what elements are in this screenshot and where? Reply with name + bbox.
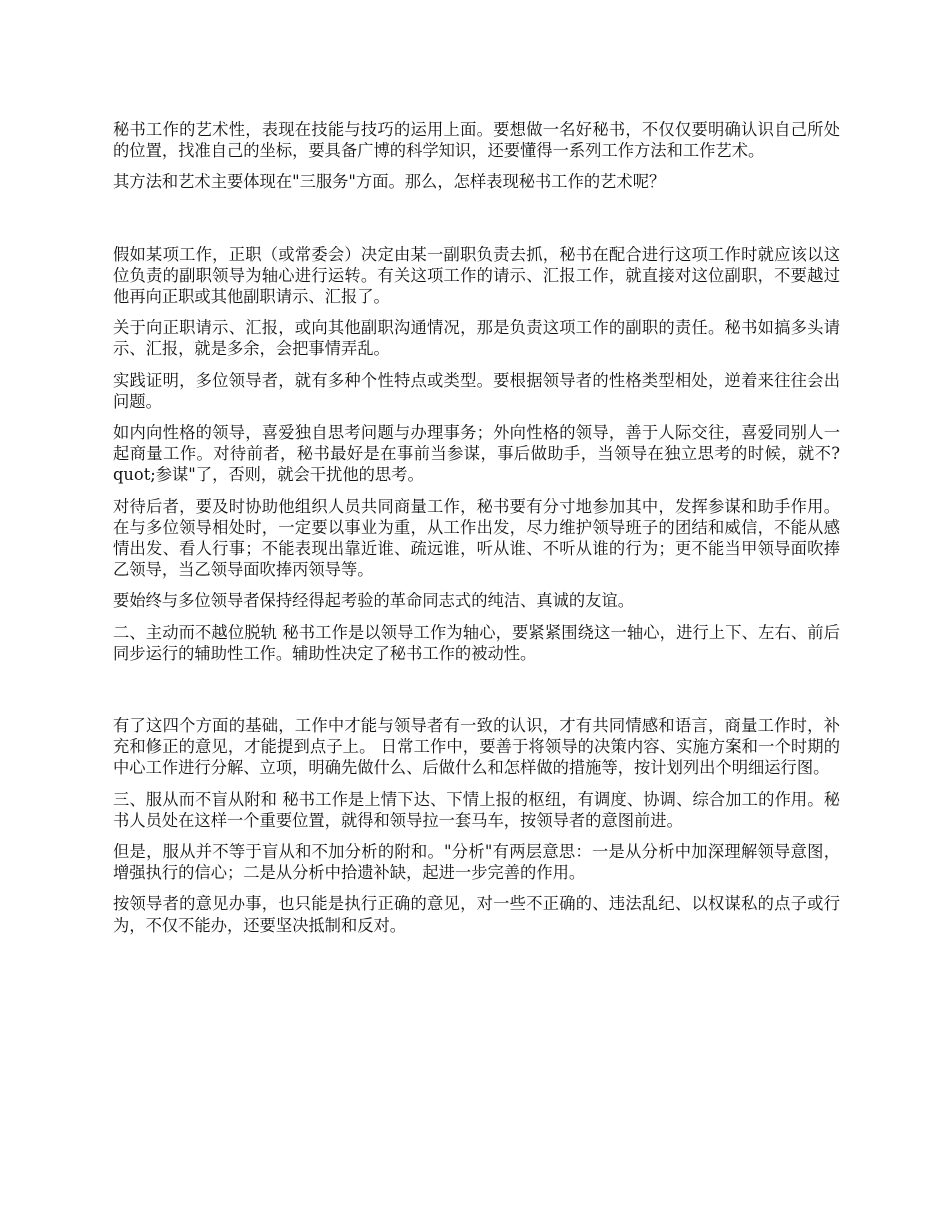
paragraph-7: 对待后者，要及时协助他组织人员共同商量工作，秘书要有分寸地参加其中，发挥参谋和助手作用。 在与多位领导相处时，一定要以事业为重，从工作出发，尽力维护领导班子的团结和威信，不能从感情出发、看人行事；不能表现出靠近谁、疏远谁，听从谁、不听从谁的行为；更不能当甲领导面吹捧乙领导，当乙领导面吹捧丙领导等。 (113, 496, 840, 580)
paragraph-1: 秘书工作的艺术性，表现在技能与技巧的运用上面。要想做一名好秘书，不仅仅要明确认识自己所处的位置，找准自己的坐标，要具备广博的科学知识，还要懂得一系列工作方法和工作艺术。 (113, 120, 840, 161)
paragraph-3: 假如某项工作，正职（或常委会）决定由某一副职负责去抓，秘书在配合进行这项工作时就应该以这位负责的副职领导为轴心进行运转。有关这项工作的请示、汇报工作，就直接对这位副职，不要越过他再向正职或其他副职请示、汇报了。 (113, 244, 840, 307)
paragraph-10: 有了这四个方面的基础，工作中才能与领导者有一致的认识，才有共同情感和语言，商量工作时，补充和修正的意见，才能提到点子上。 日常工作中，要善于将领导的决策内容、实施方案和一个时期的中心工作进行分解、立项，明确先做什么、后做什么和怎样做的措施等，按计划列出个明细运行图。 (113, 716, 840, 778)
paragraph-5: 实践证明，多位领导者，就有多种个性特点或类型。要根据领导者的性格类型相处，逆着来往往会出问题。 (113, 370, 840, 411)
paragraph-9: 二、主动而不越位脱轨 秘书工作是以领导工作为轴心，要紧紧围绕这一轴心，进行上下、左右、前后同步运行的辅助性工作。辅助性决定了秘书工作的被动性。 (113, 622, 840, 663)
paragraph-4: 关于向正职请示、汇报，或向其他副职沟通情况，那是负责这项工作的副职的责任。秘书如搞多头请示、汇报，就是多余，会把事情弄乱。 (113, 318, 840, 359)
paragraph-8: 要始终与多位领导者保持经得起考验的革命同志式的纯洁、真诚的友谊。 (113, 591, 635, 611)
paragraph-11: 三、服从而不盲从附和 秘书工作是上情下达、下情上报的枢纽，有调度、协调、综合加工的作用。秘书人员处在这样一个重要位置，就得和领导拉一套马车，按领导者的意图前进。 (113, 789, 840, 830)
paragraph-12: 但是，服从并不等于盲从和不加分析的附和。"分析"有两层意思：一是从分析中加深理解领导意图，增强执行的信心；二是从分析中拾遗补缺，起进一步完善的作用。 (113, 842, 840, 883)
paragraph-6: 如内向性格的领导，喜爱独自思考问题与办理事务；外向性格的领导，善于人际交往，喜爱同别人一起商量工作。对待前者，秘书最好是在事前当参谋，事后做助手，当领导在独立思考的时候，就不?quot;参谋"了，否则，就会干扰他的思考。 (113, 423, 840, 485)
document-body (113, 119, 840, 946)
paragraph-13: 按领导者的意见办事，也只能是执行正确的意见，对一些不正确的、违法乱纪、以权谋私的点子或行为，不仅不能办，还要坚决抵制和反对。 (113, 894, 840, 935)
paragraph-2: 其方法和艺术主要体现在"三服务"方面。那么，怎样表现秘书工作的艺术呢？ (113, 172, 666, 192)
